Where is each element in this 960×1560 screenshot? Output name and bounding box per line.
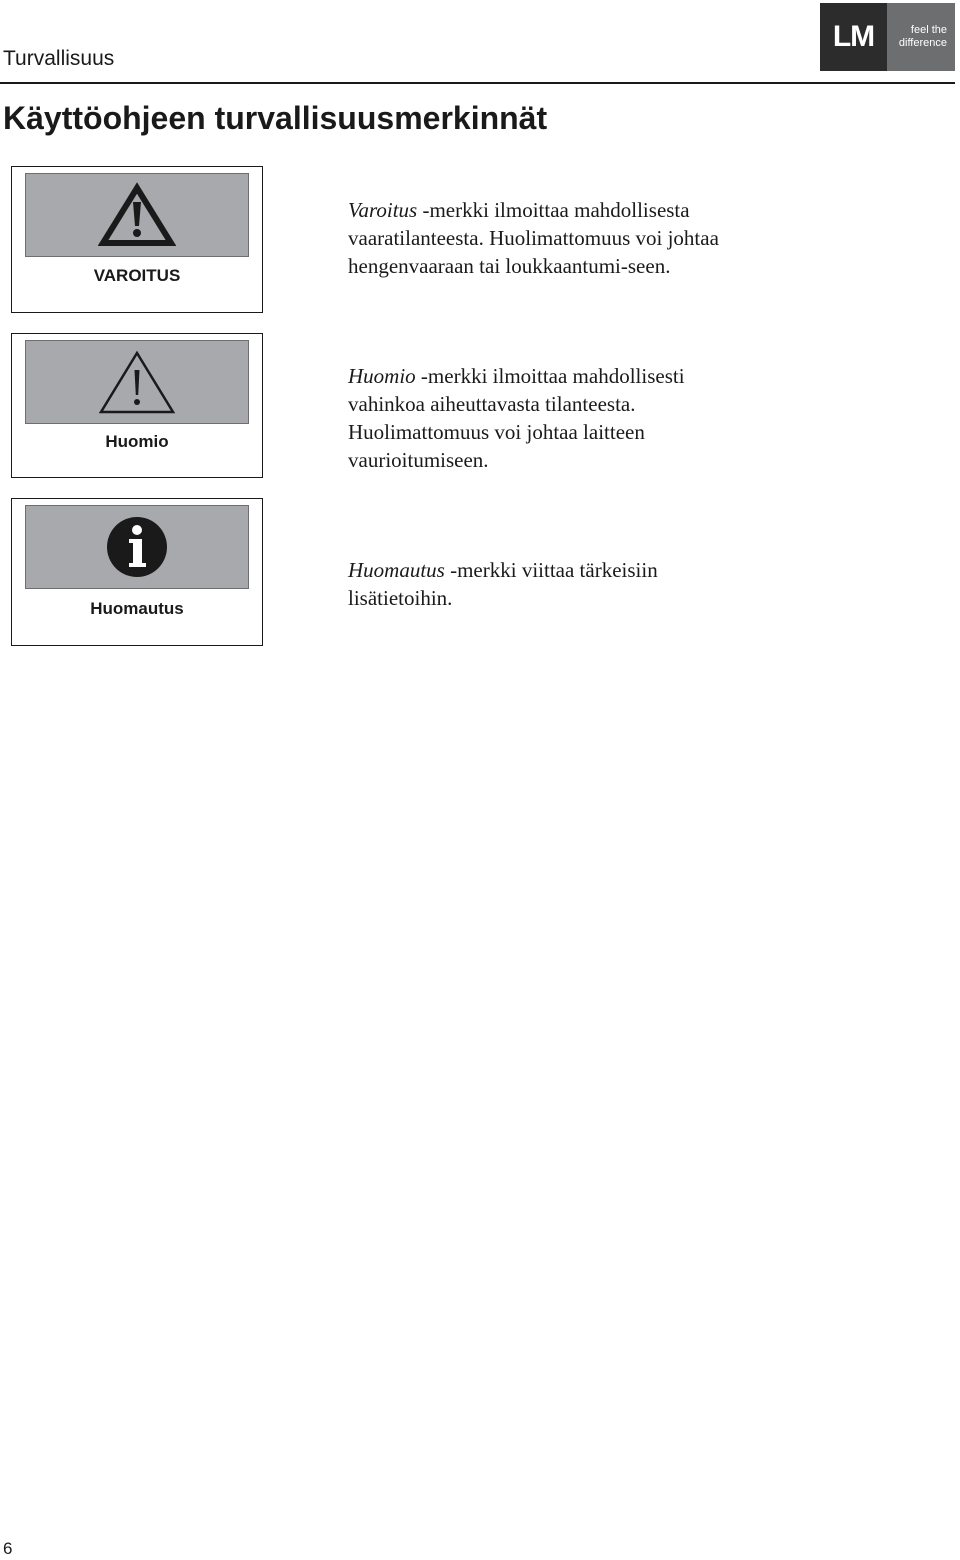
caution-term: Huomio (348, 364, 416, 388)
note-description-text: -merkki viittaa tärkeisiin lisätietoihin. (348, 558, 658, 610)
warning-triangle-icon (98, 182, 176, 248)
warning-sign-label: VAROITUS (93, 266, 181, 285)
note-sign-panel (25, 505, 249, 589)
logo-tagline-line-1: feel the (910, 24, 947, 36)
info-icon (105, 515, 169, 579)
caution-triangle-icon (97, 348, 177, 416)
logo-mark: LM (820, 3, 887, 71)
logo-tagline (887, 3, 955, 71)
note-description (348, 556, 758, 612)
warning-sign-panel (25, 173, 249, 257)
warning-term: Varoitus (348, 198, 418, 222)
caution-description-text: -merkki ilmoittaa mahdollisesti vahinkoa aiheuttavasta tilanteesta. Huolimattomuus voi johtaa laitteen vaurioitumiseen. (348, 364, 685, 472)
caution-sign-panel (25, 340, 249, 424)
caution-description (348, 362, 758, 474)
caution-sign-box (11, 333, 263, 478)
page-number: 6 (3, 1539, 13, 1558)
warning-description (348, 196, 758, 280)
warning-description-text: -merkki ilmoittaa mahdollisesta vaaratilanteesta. Huolimattomuus voi johtaa hengenvaaraan tai loukkaantumi-seen. (348, 198, 719, 278)
header-divider (0, 82, 955, 84)
warning-sign-box (11, 166, 263, 313)
section-title: Turvallisuus (3, 47, 115, 70)
page-title: Käyttöohjeen turvallisuusmerkinnät (3, 100, 548, 136)
note-term: Huomautus (348, 558, 445, 582)
caution-sign-label: Huomio (105, 432, 169, 451)
note-sign-box (11, 498, 263, 646)
logo-tagline-line-2: difference (898, 37, 947, 49)
note-sign-label: Huomautus (90, 599, 184, 618)
brand-logo (820, 3, 955, 71)
